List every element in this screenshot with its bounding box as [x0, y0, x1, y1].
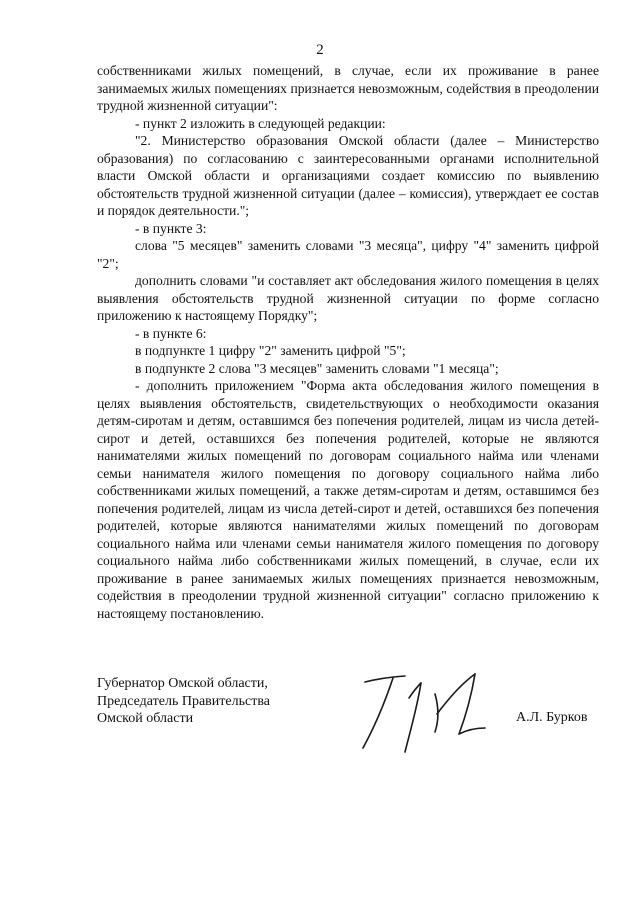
signatory-title-line: Омской области [97, 711, 194, 726]
paragraph: в подпункте 2 слова "3 месяцев" заменить словами "1 месяца"; [135, 360, 499, 376]
paragraph: - в пункте 6: [135, 325, 207, 341]
paragraph: - в пункте 3: [135, 220, 207, 236]
handwritten-signature [325, 668, 495, 758]
paragraph: "2. Министерство образования Омской области (далее – Министерство образования) по согласованию с заинтересованными органами исполнительной власти Омской области и организациями создает комиссию по выявлению обстоятельств трудной жизненной ситуации (далее – комиссия), утверждает ее состав и порядок деятельности."; [97, 133, 599, 218]
page-number: 2 [316, 42, 324, 58]
paragraph: дополнить словами "и составляет акт обследования жилого помещения в целях выявления обстоятельств трудной жизненной ситуации по форме согласно приложению к настоящему Порядку"; [97, 273, 599, 323]
document-body [97, 62, 599, 622]
signatory-name: А.Л. Бурков [516, 710, 588, 725]
signatory-title-line: Губернатор Омской области, [97, 676, 268, 691]
paragraph: собственниками жилых помещений, в случае, если их проживание в ранее занимаемых жилых помещениях признается невозможным, содействия в преодолении трудной жизненной ситуации": [97, 63, 599, 113]
paragraph: в подпункте 1 цифру "2" заменить цифрой "5"; [135, 343, 406, 358]
paragraph: - пункт 2 изложить в следующей редакции: [135, 115, 386, 131]
paragraph: слова "5 месяцев" заменить словами "3 месяца", цифру "4" заменить цифрой "2"; [97, 238, 599, 271]
paragraph: - дополнить приложением "Форма акта обследования жилого помещения в целях выявления обстоятельств, свидетельствующих о необходимости оказания детям-сиротам и детям, оставшимся без попечения родителей, лицам из числа детей-сирот и детей, оставшихся без попечения родителей, которые не являются нанимателями жилых помещений по договорам социального найма или членами семьи нанимателя жилого помещения по договору социального найма либо собственниками жилых помещений, а также детям-сиротам и детям, оставшимся без попечения родителей, лицам из числа детей-сирот и детей, оставшихся без попечения родителей, которые являются нанимателями жилых помещений по договорам социального найма или членами семьи нанимателя жилого помещения по договору социального найма либо собственниками жилых помещений, в случае, если их проживание в ранее занимаемых жилых помещениях признается невозможным, содействия в преодолении трудной жизненной ситуации" согласно приложению к настоящему постановлению. [97, 378, 599, 621]
signatory-title-line: Председатель Правительства [97, 693, 270, 709]
